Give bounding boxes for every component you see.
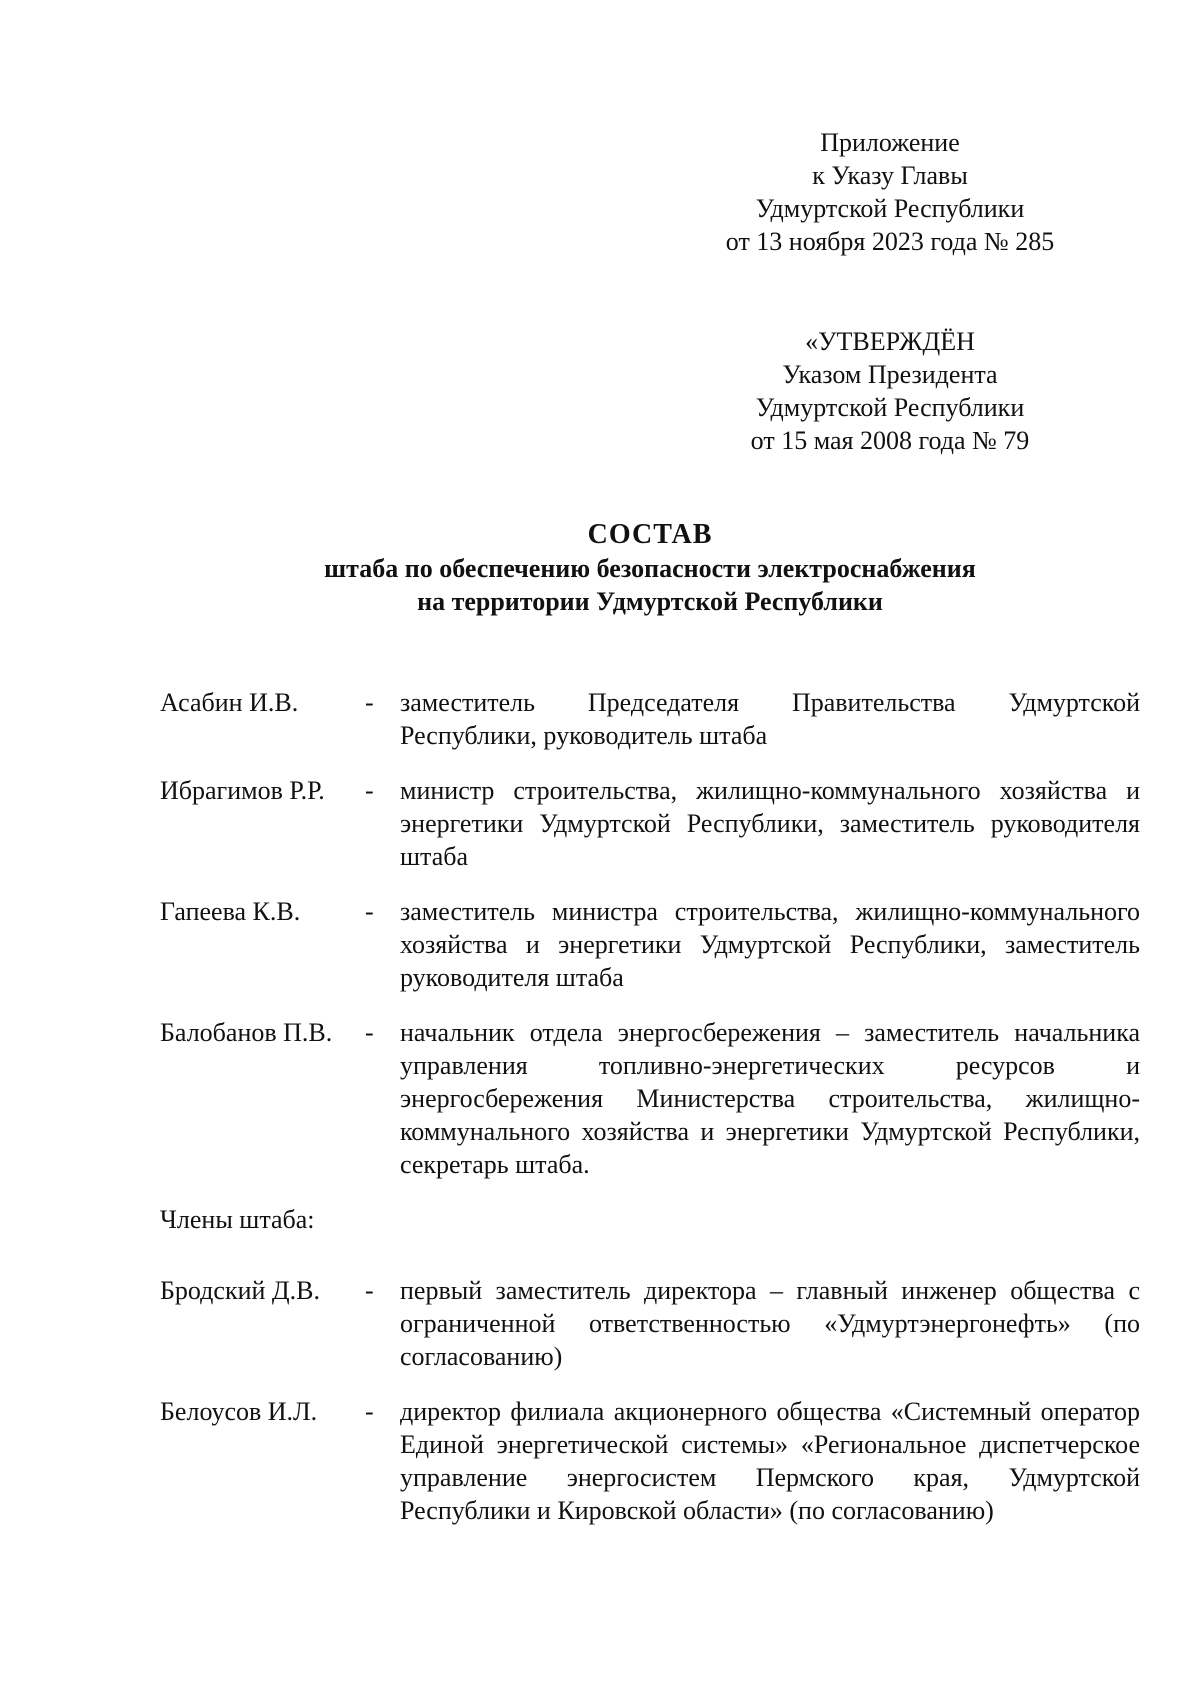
approved-line-2: Указом Президента: [782, 360, 998, 389]
document-title: СОСТАВ: [587, 519, 713, 550]
member-row: [160, 1395, 1140, 1527]
approved-line-4: от 15 мая 2008 года № 79: [750, 426, 1030, 455]
document-heading: [160, 518, 1140, 618]
person-position: первый заместитель директора – главный инженер общества с ограниченной ответственностью «Удмуртэнергонефть» (по согласованию): [400, 1276, 1140, 1371]
appendix-line-1: Приложение: [820, 128, 960, 157]
dash-separator: -: [365, 776, 374, 805]
appendix-block: [700, 126, 1080, 258]
person-position: заместитель министра строительства, жилищно-коммунального хозяйства и энергетики Удмуртской Республики, заместитель руководителя штаба: [400, 897, 1140, 992]
document-subtitle-line-1: штаба по обеспечению безопасности электроснабжения: [324, 554, 976, 583]
members-section-label: Члены штаба:: [160, 1205, 315, 1234]
dash-separator: -: [365, 1276, 374, 1305]
approved-block: [700, 325, 1080, 457]
person-name: Ибрагимов Р.Р.: [160, 776, 325, 805]
appendix-line-4: от 13 ноября 2023 года № 285: [725, 227, 1055, 256]
person-name: Бродский Д.В.: [160, 1276, 320, 1305]
dash-separator: -: [365, 688, 374, 717]
approved-line-3: Удмуртской Республики: [755, 393, 1025, 422]
approved-line-1: «УТВЕРЖДЁН: [805, 327, 975, 356]
dash-separator: -: [365, 897, 374, 926]
dash-separator: -: [365, 1018, 374, 1047]
leadership-row: [160, 686, 1140, 752]
leadership-row: [160, 774, 1140, 873]
appendix-line-2: к Указу Главы: [812, 161, 968, 190]
appendix-line-3: Удмуртской Республики: [755, 194, 1025, 223]
leadership-row: [160, 1016, 1140, 1181]
person-position: начальник отдела энергосбережения – заместитель начальника управления топливно-энергетических ресурсов и энергосбережения Министерства строительства, жилищно-коммунального хозяйства и энергетики Удмуртской Республики, секретарь штаба.: [400, 1018, 1140, 1179]
person-position: министр строительства, жилищно-коммунального хозяйства и энергетики Удмуртской Республики, заместитель руководителя штаба: [400, 776, 1140, 871]
person-name: Балобанов П.В.: [160, 1018, 333, 1047]
document-subtitle-line-2: на территории Удмуртской Республики: [417, 587, 883, 616]
member-row: [160, 1274, 1140, 1373]
person-name: Гапеева К.В.: [160, 897, 301, 926]
person-position: директор филиала акционерного общества «Системный оператор Единой энергетической системы» «Региональное диспетчерское управление энергосистем Пермского края, Удмуртской Республики и Кировской области» (по согласованию): [400, 1397, 1140, 1525]
person-position: заместитель Председателя Правительства Удмуртской Республики, руководитель штаба: [400, 688, 1140, 750]
leadership-row: [160, 895, 1140, 994]
person-name: Асабин И.В.: [160, 688, 299, 717]
staff-composition-list: [160, 686, 1140, 1549]
dash-separator: -: [365, 1397, 374, 1426]
person-name: Белоусов И.Л.: [160, 1397, 318, 1426]
